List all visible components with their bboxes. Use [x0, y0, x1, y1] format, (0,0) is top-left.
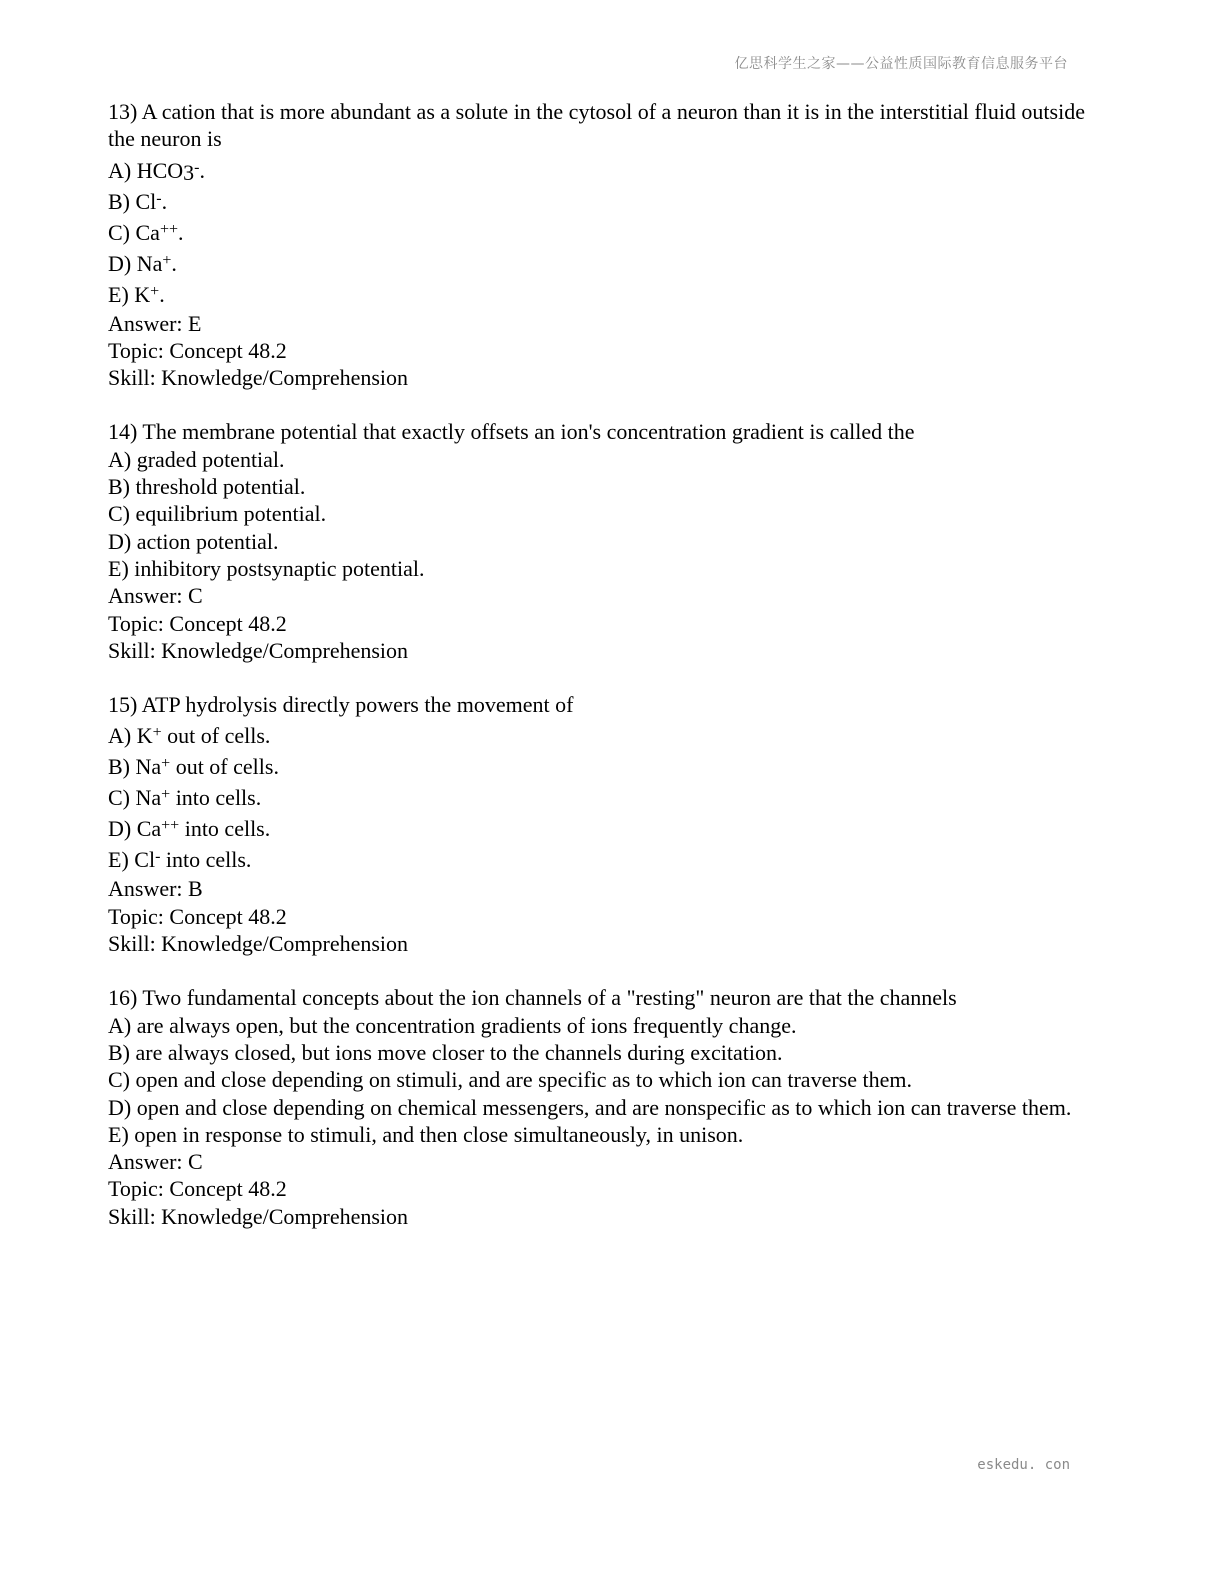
option-b: B) Na+ out of cells. [108, 754, 279, 780]
topic: Topic: Concept 48.2 [108, 903, 287, 929]
option-a: A) are always open, but the concentration gradients of ions frequently change. [108, 1012, 797, 1038]
option-b: B) threshold potential. [108, 474, 306, 500]
header-watermark: 亿思科学生之家——公益性质国际教育信息服务平台 [734, 56, 1068, 72]
topic: Topic: Concept 48.2 [108, 610, 287, 636]
option-e: E) inhibitory postsynaptic potential. [108, 555, 425, 581]
answer: Answer: B [108, 876, 203, 902]
topic: Topic: Concept 48.2 [108, 1176, 287, 1202]
question-stem: 15) ATP hydrolysis directly powers the movement of [108, 692, 574, 718]
option-c: C) open and close depending on stimuli, and are specific as to which ion can traverse them. [108, 1067, 912, 1093]
option-e: E) open in response to stimuli, and then close simultaneously, in unison. [108, 1121, 744, 1147]
option-b: B) are always closed, but ions move closer to the channels during excitation. [108, 1039, 783, 1065]
skill: Skill: Knowledge/Comprehension [108, 637, 409, 663]
option-d: D) Ca++ into cells. [108, 816, 271, 842]
option-d: D) Na+. [108, 250, 177, 276]
question-stem: 16) Two fundamental concepts about the ion channels of a "resting" neuron are that the channels [108, 985, 957, 1011]
option-c: C) equilibrium potential. [108, 501, 327, 527]
option-d: D) action potential. [108, 528, 279, 554]
question-stem: 13) A cation that is more abundant as a solute in the cytosol of a neuron than it is in the interstitial fluid outside the neuron is [108, 99, 1085, 152]
question-16 [108, 984, 1108, 1230]
document-body [108, 98, 1108, 1257]
option-e: E) Cl- into cells. [108, 847, 252, 873]
option-b: B) Cl-. [108, 188, 168, 214]
skill: Skill: Knowledge/Comprehension [108, 1203, 409, 1229]
answer: Answer: E [108, 310, 202, 336]
footer-watermark: eskedu. con [977, 1457, 1070, 1473]
question-15 [108, 691, 1108, 957]
option-c: C) Ca++. [108, 219, 184, 245]
answer: Answer: C [108, 1149, 203, 1175]
option-a: A) $HCO_3^-$. [108, 157, 205, 185]
question-13 [108, 98, 1108, 391]
option-a: A) K+ out of cells. [108, 723, 271, 749]
question-stem: 14) The membrane potential that exactly offsets an ion's concentration gradient is called the [108, 419, 915, 445]
skill: Skill: Knowledge/Comprehension [108, 365, 409, 391]
topic: Topic: Concept 48.2 [108, 337, 287, 363]
option-e: E) K+. [108, 281, 165, 307]
skill: Skill: Knowledge/Comprehension [108, 931, 409, 957]
answer: Answer: C [108, 583, 203, 609]
option-d: D) open and close depending on chemical messengers, and are nonspecific as to which ion can traverse them. [108, 1094, 1072, 1120]
option-c: C) Na+ into cells. [108, 785, 262, 811]
option-a: A) graded potential. [108, 446, 285, 472]
question-14 [108, 418, 1108, 664]
